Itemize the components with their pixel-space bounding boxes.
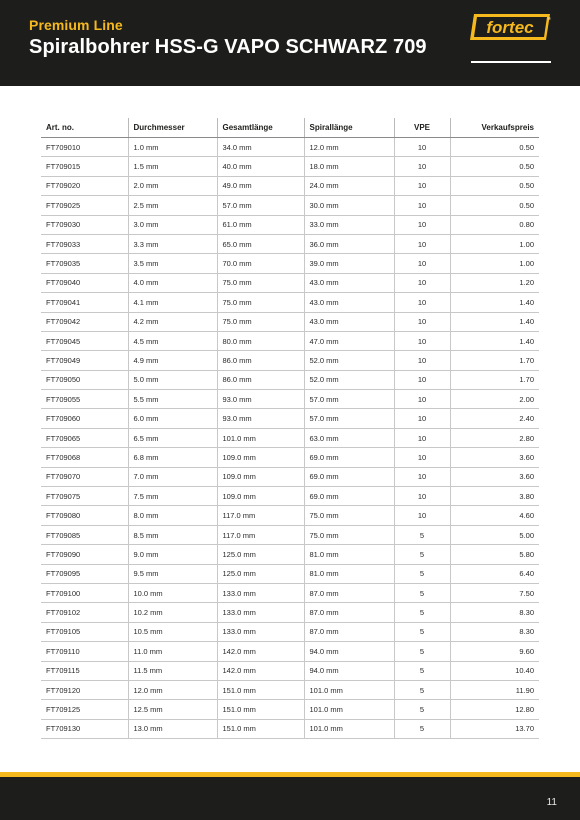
cell-total-length: 65.0 mm (217, 234, 304, 253)
cell-price: 1.70 (450, 351, 539, 370)
product-line-label: Premium Line (29, 17, 123, 33)
cell-price: 0.80 (450, 215, 539, 234)
table-row (41, 700, 539, 719)
cell-vpe: 10 (394, 390, 450, 409)
column-header-vpe: VPE (394, 118, 450, 138)
cell-vpe: 10 (394, 331, 450, 350)
cell-article-number: FT709020 (41, 176, 128, 195)
cell-price: 3.80 (450, 487, 539, 506)
cell-price: 1.20 (450, 273, 539, 292)
cell-article-number: FT709040 (41, 273, 128, 292)
cell-vpe: 10 (394, 370, 450, 389)
cell-flute-length: 30.0 mm (304, 196, 394, 215)
table-row (41, 622, 539, 641)
cell-price: 1.40 (450, 331, 539, 350)
cell-price: 5.80 (450, 545, 539, 564)
cell-total-length: 117.0 mm (217, 506, 304, 525)
table-row (41, 312, 539, 331)
cell-price: 2.00 (450, 390, 539, 409)
cell-article-number: FT709033 (41, 234, 128, 253)
cell-vpe: 5 (394, 603, 450, 622)
cell-flute-length: 63.0 mm (304, 428, 394, 447)
cell-flute-length: 43.0 mm (304, 273, 394, 292)
table-row (41, 506, 539, 525)
cell-price: 8.30 (450, 622, 539, 641)
table-row (41, 390, 539, 409)
cell-diameter: 4.9 mm (128, 351, 217, 370)
table-row (41, 487, 539, 506)
cell-vpe: 10 (394, 467, 450, 486)
cell-article-number: FT709041 (41, 293, 128, 312)
cell-vpe: 10 (394, 487, 450, 506)
cell-vpe: 10 (394, 428, 450, 447)
cell-total-length: 34.0 mm (217, 138, 304, 157)
cell-total-length: 109.0 mm (217, 467, 304, 486)
cell-flute-length: 33.0 mm (304, 215, 394, 234)
table-row (41, 351, 539, 370)
cell-price: 0.50 (450, 196, 539, 215)
cell-diameter: 11.5 mm (128, 661, 217, 680)
cell-diameter: 9.5 mm (128, 564, 217, 583)
cell-price: 3.60 (450, 448, 539, 467)
logo-divider (471, 61, 551, 63)
cell-flute-length: 69.0 mm (304, 487, 394, 506)
cell-vpe: 10 (394, 138, 450, 157)
cell-price: 0.50 (450, 138, 539, 157)
cell-article-number: FT709105 (41, 622, 128, 641)
cell-price: 3.60 (450, 467, 539, 486)
cell-flute-length: 81.0 mm (304, 564, 394, 583)
cell-vpe: 10 (394, 506, 450, 525)
cell-total-length: 49.0 mm (217, 176, 304, 195)
column-header-article-number: Art. no. (41, 118, 128, 138)
cell-diameter: 4.5 mm (128, 331, 217, 350)
cell-total-length: 133.0 mm (217, 622, 304, 641)
cell-total-length: 133.0 mm (217, 603, 304, 622)
svg-text:®: ® (548, 16, 551, 21)
table-row (41, 293, 539, 312)
page-title: Spiralbohrer HSS-G VAPO SCHWARZ 709 (29, 36, 427, 58)
cell-vpe: 5 (394, 700, 450, 719)
cell-price: 12.80 (450, 700, 539, 719)
cell-article-number: FT709049 (41, 351, 128, 370)
cell-flute-length: 36.0 mm (304, 234, 394, 253)
cell-price: 1.00 (450, 234, 539, 253)
cell-total-length: 57.0 mm (217, 196, 304, 215)
cell-vpe: 10 (394, 176, 450, 195)
cell-price: 8.30 (450, 603, 539, 622)
column-header-price: Verkaufspreis (450, 118, 539, 138)
table-row (41, 545, 539, 564)
cell-price: 2.40 (450, 409, 539, 428)
cell-vpe: 10 (394, 293, 450, 312)
cell-article-number: FT709080 (41, 506, 128, 525)
cell-total-length: 101.0 mm (217, 428, 304, 447)
cell-diameter: 8.5 mm (128, 525, 217, 544)
cell-flute-length: 101.0 mm (304, 700, 394, 719)
cell-article-number: FT709110 (41, 642, 128, 661)
cell-flute-length: 24.0 mm (304, 176, 394, 195)
cell-article-number: FT709068 (41, 448, 128, 467)
cell-vpe: 10 (394, 254, 450, 273)
table-row (41, 138, 539, 157)
cell-vpe: 10 (394, 273, 450, 292)
cell-total-length: 61.0 mm (217, 215, 304, 234)
cell-total-length: 109.0 mm (217, 487, 304, 506)
table-body (41, 138, 539, 739)
cell-diameter: 7.5 mm (128, 487, 217, 506)
cell-diameter: 1.5 mm (128, 157, 217, 176)
cell-diameter: 3.5 mm (128, 254, 217, 273)
cell-total-length: 93.0 mm (217, 390, 304, 409)
cell-price: 0.50 (450, 176, 539, 195)
cell-flute-length: 75.0 mm (304, 525, 394, 544)
table-row (41, 254, 539, 273)
cell-diameter: 10.0 mm (128, 583, 217, 602)
cell-article-number: FT709130 (41, 719, 128, 738)
cell-article-number: FT709045 (41, 331, 128, 350)
cell-flute-length: 101.0 mm (304, 719, 394, 738)
cell-diameter: 4.0 mm (128, 273, 217, 292)
cell-price: 7.50 (450, 583, 539, 602)
cell-diameter: 11.0 mm (128, 642, 217, 661)
cell-total-length: 142.0 mm (217, 642, 304, 661)
cell-price: 0.50 (450, 157, 539, 176)
cell-vpe: 10 (394, 157, 450, 176)
cell-vpe: 5 (394, 661, 450, 680)
cell-flute-length: 43.0 mm (304, 293, 394, 312)
cell-flute-length: 81.0 mm (304, 545, 394, 564)
cell-article-number: FT709035 (41, 254, 128, 273)
cell-diameter: 3.3 mm (128, 234, 217, 253)
cell-flute-length: 69.0 mm (304, 467, 394, 486)
table-row (41, 370, 539, 389)
cell-diameter: 8.0 mm (128, 506, 217, 525)
table-row (41, 661, 539, 680)
cell-total-length: 109.0 mm (217, 448, 304, 467)
cell-article-number: FT709030 (41, 215, 128, 234)
cell-article-number: FT709125 (41, 700, 128, 719)
cell-total-length: 117.0 mm (217, 525, 304, 544)
cell-price: 2.80 (450, 428, 539, 447)
cell-diameter: 1.0 mm (128, 138, 217, 157)
table-row (41, 331, 539, 350)
cell-flute-length: 94.0 mm (304, 642, 394, 661)
cell-flute-length: 57.0 mm (304, 390, 394, 409)
cell-total-length: 80.0 mm (217, 331, 304, 350)
cell-article-number: FT709065 (41, 428, 128, 447)
cell-diameter: 12.5 mm (128, 700, 217, 719)
cell-flute-length: 47.0 mm (304, 331, 394, 350)
cell-price: 4.60 (450, 506, 539, 525)
cell-article-number: FT709055 (41, 390, 128, 409)
table-row (41, 467, 539, 486)
table-row (41, 583, 539, 602)
cell-article-number: FT709085 (41, 525, 128, 544)
cell-total-length: 151.0 mm (217, 680, 304, 699)
table-row (41, 176, 539, 195)
cell-diameter: 10.5 mm (128, 622, 217, 641)
cell-vpe: 10 (394, 312, 450, 331)
cell-flute-length: 69.0 mm (304, 448, 394, 467)
cell-diameter: 7.0 mm (128, 467, 217, 486)
cell-flute-length: 87.0 mm (304, 622, 394, 641)
cell-diameter: 3.0 mm (128, 215, 217, 234)
cell-vpe: 5 (394, 525, 450, 544)
cell-flute-length: 57.0 mm (304, 409, 394, 428)
cell-vpe: 10 (394, 215, 450, 234)
cell-vpe: 5 (394, 719, 450, 738)
cell-total-length: 86.0 mm (217, 370, 304, 389)
cell-price: 10.40 (450, 661, 539, 680)
cell-price: 11.90 (450, 680, 539, 699)
cell-flute-length: 101.0 mm (304, 680, 394, 699)
cell-flute-length: 87.0 mm (304, 603, 394, 622)
table-row (41, 196, 539, 215)
cell-total-length: 75.0 mm (217, 273, 304, 292)
cell-total-length: 93.0 mm (217, 409, 304, 428)
cell-vpe: 5 (394, 680, 450, 699)
cell-article-number: FT709042 (41, 312, 128, 331)
cell-price: 6.40 (450, 564, 539, 583)
table-row (41, 157, 539, 176)
cell-price: 13.70 (450, 719, 539, 738)
cell-price: 1.40 (450, 312, 539, 331)
logo-wordmark: fortec (486, 18, 534, 37)
cell-total-length: 142.0 mm (217, 661, 304, 680)
cell-flute-length: 39.0 mm (304, 254, 394, 273)
product-table (41, 118, 539, 739)
cell-flute-length: 87.0 mm (304, 583, 394, 602)
cell-article-number: FT709115 (41, 661, 128, 680)
cell-price: 9.60 (450, 642, 539, 661)
cell-vpe: 5 (394, 564, 450, 583)
cell-article-number: FT709070 (41, 467, 128, 486)
cell-vpe: 10 (394, 448, 450, 467)
table-row (41, 448, 539, 467)
cell-flute-length: 94.0 mm (304, 661, 394, 680)
cell-vpe: 5 (394, 622, 450, 641)
column-header-total-length: Gesamtlänge (217, 118, 304, 138)
cell-diameter: 10.2 mm (128, 603, 217, 622)
cell-flute-length: 43.0 mm (304, 312, 394, 331)
cell-vpe: 10 (394, 409, 450, 428)
cell-diameter: 12.0 mm (128, 680, 217, 699)
cell-price: 1.70 (450, 370, 539, 389)
cell-diameter: 5.0 mm (128, 370, 217, 389)
page-footer (0, 777, 580, 820)
table-row (41, 234, 539, 253)
cell-article-number: FT709100 (41, 583, 128, 602)
cell-price: 1.40 (450, 293, 539, 312)
cell-total-length: 75.0 mm (217, 293, 304, 312)
column-header-flute-length: Spirallänge (304, 118, 394, 138)
cell-diameter: 9.0 mm (128, 545, 217, 564)
cell-diameter: 6.0 mm (128, 409, 217, 428)
table-row (41, 719, 539, 738)
cell-total-length: 86.0 mm (217, 351, 304, 370)
cell-diameter: 6.8 mm (128, 448, 217, 467)
cell-article-number: FT709060 (41, 409, 128, 428)
brand-logo (470, 14, 550, 40)
cell-article-number: FT709050 (41, 370, 128, 389)
cell-vpe: 5 (394, 642, 450, 661)
table-header-row (41, 118, 539, 138)
cell-total-length: 75.0 mm (217, 312, 304, 331)
cell-diameter: 13.0 mm (128, 719, 217, 738)
cell-diameter: 5.5 mm (128, 390, 217, 409)
cell-article-number: FT709102 (41, 603, 128, 622)
cell-flute-length: 18.0 mm (304, 157, 394, 176)
cell-article-number: FT709015 (41, 157, 128, 176)
product-table-container (41, 118, 539, 739)
cell-article-number: FT709120 (41, 680, 128, 699)
cell-diameter: 2.0 mm (128, 176, 217, 195)
cell-diameter: 6.5 mm (128, 428, 217, 447)
cell-flute-length: 52.0 mm (304, 351, 394, 370)
table-row (41, 428, 539, 447)
cell-vpe: 10 (394, 234, 450, 253)
table-row (41, 642, 539, 661)
cell-total-length: 125.0 mm (217, 564, 304, 583)
cell-price: 5.00 (450, 525, 539, 544)
table-row (41, 564, 539, 583)
table-row (41, 525, 539, 544)
table-row (41, 273, 539, 292)
cell-article-number: FT709075 (41, 487, 128, 506)
cell-total-length: 125.0 mm (217, 545, 304, 564)
cell-article-number: FT709010 (41, 138, 128, 157)
cell-diameter: 4.2 mm (128, 312, 217, 331)
cell-vpe: 5 (394, 545, 450, 564)
cell-vpe: 10 (394, 351, 450, 370)
cell-total-length: 151.0 mm (217, 700, 304, 719)
cell-total-length: 70.0 mm (217, 254, 304, 273)
cell-diameter: 4.1 mm (128, 293, 217, 312)
cell-total-length: 151.0 mm (217, 719, 304, 738)
cell-diameter: 2.5 mm (128, 196, 217, 215)
table-row (41, 215, 539, 234)
page-number: 11 (546, 797, 557, 808)
cell-vpe: 10 (394, 196, 450, 215)
cell-flute-length: 12.0 mm (304, 138, 394, 157)
cell-total-length: 133.0 mm (217, 583, 304, 602)
cell-flute-length: 52.0 mm (304, 370, 394, 389)
cell-article-number: FT709090 (41, 545, 128, 564)
cell-price: 1.00 (450, 254, 539, 273)
cell-article-number: FT709095 (41, 564, 128, 583)
cell-vpe: 5 (394, 583, 450, 602)
cell-article-number: FT709025 (41, 196, 128, 215)
table-row (41, 680, 539, 699)
table-row (41, 603, 539, 622)
page-header (0, 0, 580, 86)
column-header-diameter: Durchmesser (128, 118, 217, 138)
cell-flute-length: 75.0 mm (304, 506, 394, 525)
cell-total-length: 40.0 mm (217, 157, 304, 176)
table-row (41, 409, 539, 428)
